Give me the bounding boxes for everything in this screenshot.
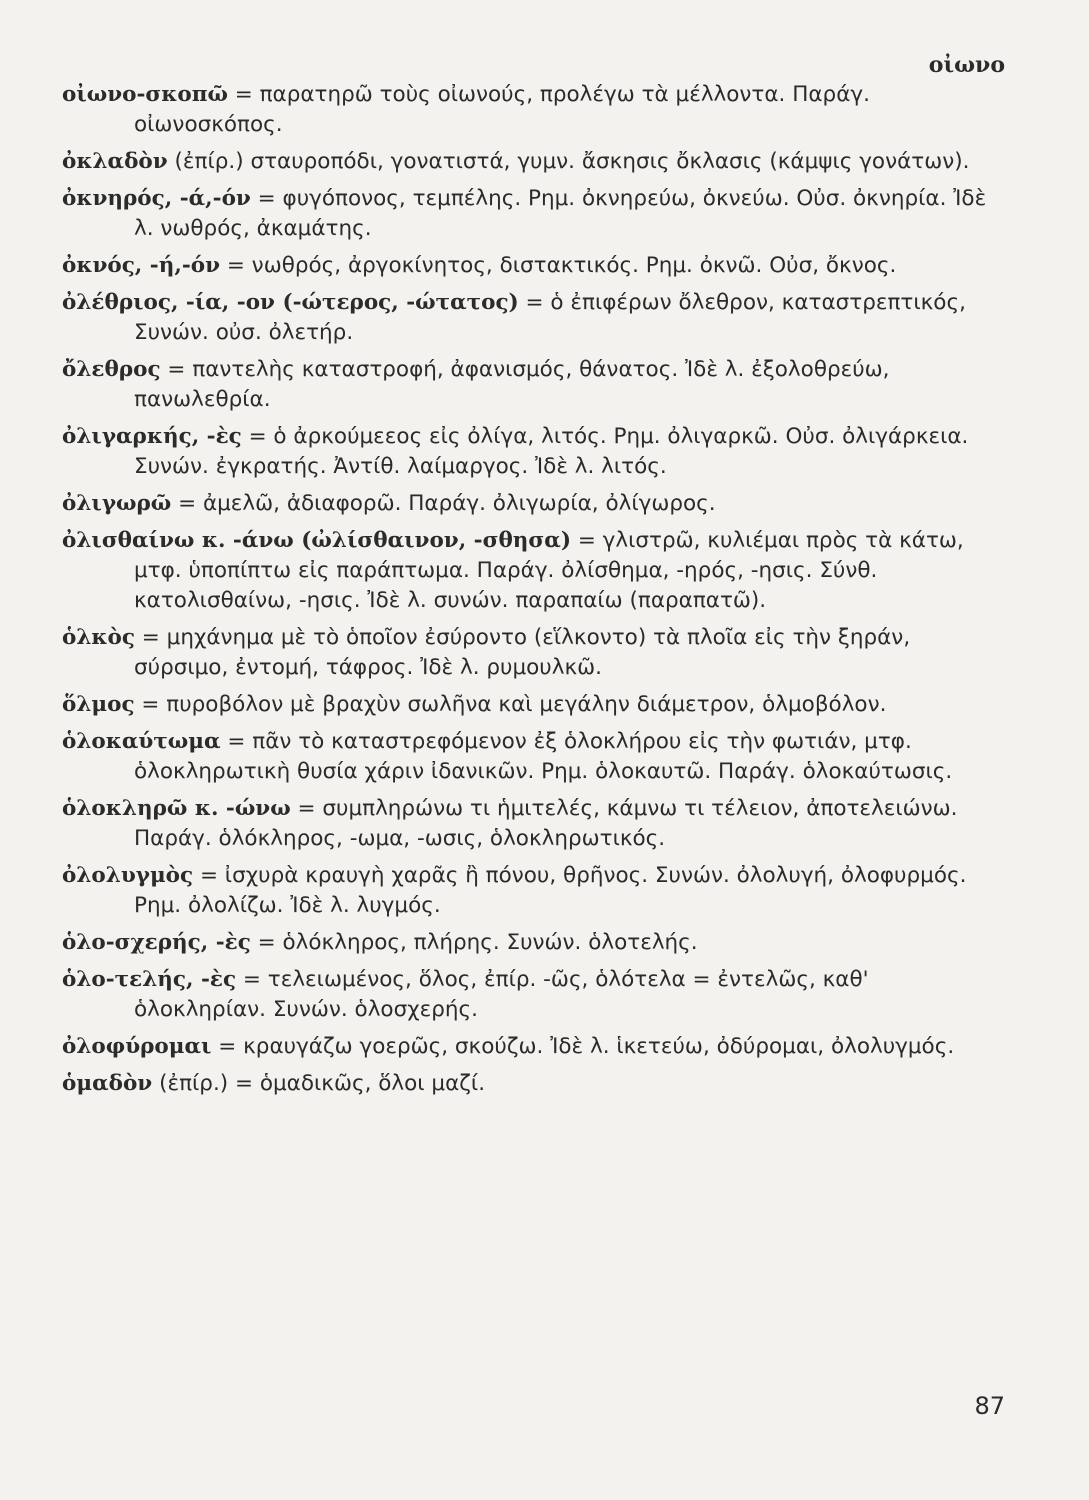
headword: οἰωνο-σκοπῶ	[62, 82, 228, 107]
headword: ὀλιγαρκής, -ὲς	[62, 424, 242, 449]
dictionary-entry	[62, 965, 1007, 1025]
definition: = κραυγάζω γοερῶς, σκούζω. Ἰδὲ λ. ἱκετεύω, ὀδύρομαι, ὀλολυγμός.	[211, 1034, 955, 1059]
headword: ὀλιγωρῶ	[62, 491, 172, 516]
headword: ὁμαδὸν	[62, 1071, 153, 1096]
definition: = γλιστρῶ, κυλιέμαι πρὸς τὰ κάτω, μτφ. ὑποπίπτω εἰς παράπτωμα. Παράγ. ὀλίσθημα, -ηρός, -ησις. Σύνθ. κατολισθαίνω, -ησις. Ἰδὲ λ. συνών. παραπαίω (παραπατῶ).	[134, 528, 964, 613]
definition: = παρατηρῶ τοὺς οἰωνούς, προλέγω τὰ μέλλοντα. Παράγ. οἰωνοσκόπος.	[134, 82, 870, 137]
dictionary-entry	[62, 489, 1007, 519]
dictionary-entry	[62, 928, 1007, 958]
definition: = ἀμελῶ, ἀδιαφορῶ. Παράγ. ὀλιγωρία, ὀλίγωρος.	[171, 491, 716, 516]
dictionary-entry	[62, 526, 1007, 616]
definition: (ἐπίρ.) = ὁμαδικῶς, ὅλοι μαζί.	[152, 1071, 486, 1096]
dictionary-entry	[62, 1032, 1007, 1062]
definition: = ὁλόκληρος, πλήρης. Συνών. ὁλοτελής.	[250, 930, 698, 955]
dictionary-entry	[62, 422, 1007, 482]
headword: ὀλισθαίνω κ. -άνω (ὠλίσθαινον, -σθησα)	[62, 528, 571, 553]
dictionary-entry	[62, 1069, 1007, 1099]
dictionary-entry	[62, 288, 1007, 348]
dictionary-entry	[62, 355, 1007, 415]
headword: ὅλμος	[62, 692, 135, 717]
definition: (ἐπίρ.) σταυροπόδι, γονατιστά, γυμν. ἄσκησις ὄκλασις (κάμψις γονάτων).	[167, 149, 970, 174]
headword: ὁλοκαύτωμα	[62, 729, 221, 754]
dictionary-entry	[62, 690, 1007, 720]
definition: = τελειωμένος, ὅλος, ἐπίρ. -ῶς, ὁλότελα = ἐντελῶς, καθ' ὁλοκληρίαν. Συνών. ὁλοσχερής.	[134, 967, 869, 1022]
dictionary-entry	[62, 80, 1007, 140]
entry-list	[62, 80, 1007, 1106]
definition: = ἰσχυρὰ κραυγὴ χαρᾶς ἢ πόνου, θρῆνος. Συνών. ὀλολυγή, ὀλοφυρμός. Ρημ. ὀλολίζω. Ἰδὲ λ. λυγμός.	[134, 863, 967, 918]
definition: = πυροβόλον μὲ βραχὺν σωλῆνα καὶ μεγάλην διάμετρον, ὁλμοβόλον.	[134, 692, 887, 717]
dictionary-entry	[62, 251, 1007, 281]
running-head: οἰωνο	[928, 52, 1005, 78]
definition: = παντελὴς καταστροφή, ἀφανισμός, θάνατος. Ἰδὲ λ. ἐξολοθρεύω, πανωλεθρία.	[134, 357, 890, 412]
definition: = φυγόπονος, τεμπέλης. Ρημ. ὀκνηρεύω, ὀκνεύω. Οὐσ. ὀκνηρία. Ἰδὲ λ. νωθρός, ἀκαμάτης.	[134, 186, 987, 241]
headword: ὁλο-τελής, -ὲς	[62, 967, 237, 992]
dictionary-entry	[62, 147, 1007, 177]
headword: ὀλολυγμὸς	[62, 863, 194, 888]
headword: ὄλεθρος	[62, 357, 161, 382]
definition: = νωθρός, ἀργοκίνητος, διστακτικός. Ρημ. ὀκνῶ. Οὐσ, ὄκνος.	[220, 253, 897, 278]
headword: ὀλέθριος, -ία, -ον (-ώτερος, -ώτατος)	[62, 290, 519, 315]
headword: ὀκνός, -ή,-όν	[62, 253, 220, 278]
definition: = συμπληρώνω τι ἡμιτελές, κάμνω τι τέλειον, ἀποτελειώνω. Παράγ. ὁλόκληρος, -ωμα, -ωσις, ὁλοκληρωτικός.	[134, 796, 958, 851]
headword: ὀκνηρός, -ά,-όν	[62, 186, 251, 211]
dictionary-entry	[62, 184, 1007, 244]
definition: = μηχάνημα μὲ τὸ ὁποῖον ἐσύροντο (εἵλκοντο) τὰ πλοῖα εἰς τὴν ξηράν, σύρσιμο, ἐντομή, τάφρος. Ἰδὲ λ. ρυμουλκῶ.	[134, 625, 911, 680]
headword: ὁλο-σχερής, -ὲς	[62, 930, 251, 955]
dictionary-entry	[62, 794, 1007, 854]
page-number: 87	[974, 1392, 1005, 1420]
definition: = πᾶν τὸ καταστρεφόμενον ἐξ ὁλοκλήρου εἰς τὴν φωτιάν, μτφ. ὁλοκληρωτικὴ θυσία χάριν ἰδανικῶν. Ρημ. ὁλοκαυτῶ. Παράγ. ὁλοκαύτωσις.	[134, 729, 953, 784]
headword: ὁλοκληρῶ κ. -ώνω	[62, 796, 291, 821]
definition: = ὁ ἐπιφέρων ὄλεθρον, καταστρεπτικός, Συνών. οὐσ. ὀλετήρ.	[134, 290, 966, 345]
dictionary-entry	[62, 727, 1007, 787]
headword: ὀκλαδὸν	[62, 149, 168, 174]
definition: = ὁ ἀρκούμεεος εἰς ὀλίγα, λιτός. Ρημ. ὀλιγαρκῶ. Οὐσ. ὀλιγάρκεια. Συνών. ἐγκρατής. Ἀντίθ. λαίμαργος. Ἰδὲ λ. λιτός.	[134, 424, 969, 479]
dictionary-entry	[62, 623, 1007, 683]
headword: ὁλκὸς	[62, 625, 135, 650]
dictionary-entry	[62, 861, 1007, 921]
headword: ὀλοφύρομαι	[62, 1034, 212, 1059]
